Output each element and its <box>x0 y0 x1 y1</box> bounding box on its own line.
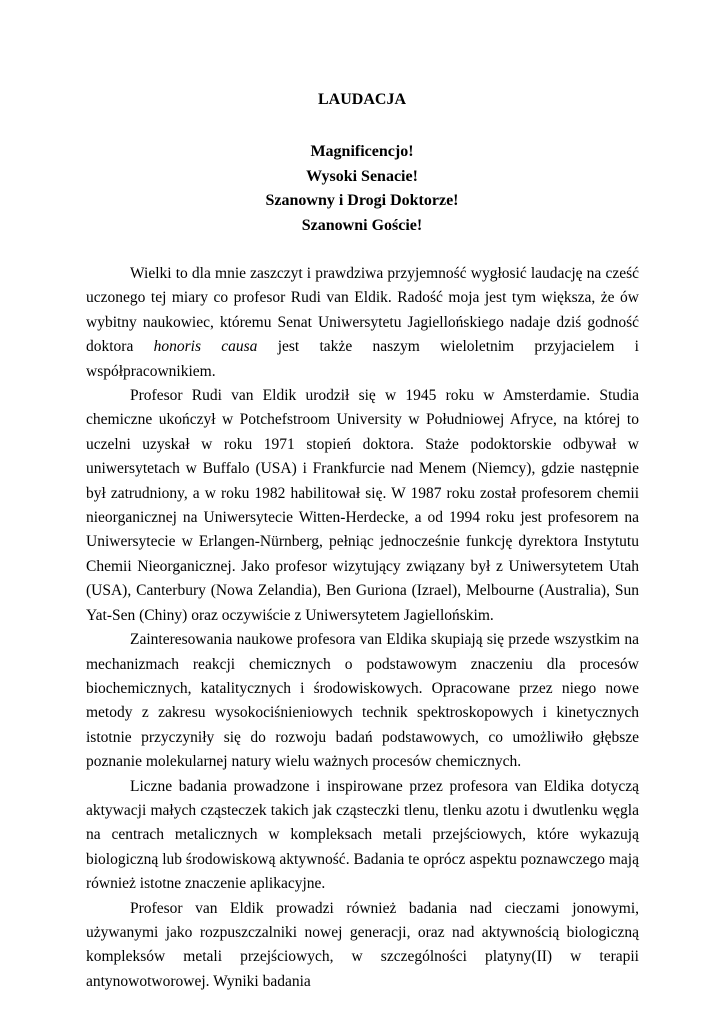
paragraph-biography: Profesor Rudi van Eldik urodził się w 1945 roku w Amsterdamie. Studia chemiczne ukończył w Potchefstroom University w Południowej Afryce, na której to uczelni uzyskał w roku 1971 stopień doktora. Staże podoktorskie odbywał w uniwersytetach w Buffalo (USA) i Frankfurcie nad Menem (Niemcy), gdzie następnie był zatrudniony, a w roku 1982 habilitował się. W 1987 roku został profesorem chemii nieorganicznej na Uniwersytecie Witten-Herdecke, a od 1994 roku jest profesorem na Uniwersytecie w Erlangen-Nürnberg, pełniąc jednocześnie funkcję dyrektora Instytutu Chemii Nieorganicznej. Jako profesor wizytujący związany był z Uniwersytetem Utah (USA), Canterbury (Nowa Zelandia), Ben Guriona (Izrael), Melbourne (Australia), Sun Yat-Sen (Chiny) oraz oczywiście z Uniwersytetem Jagiellońskim. <box>86 387 639 624</box>
paragraph-introduction-text: Wielki to dla mnie zaszczyt i prawdziwa przyjemność wygłosić laudację na cześć uczonego tej miary co profesor Rudi van Eldik. Radość moja jest tym większa, że ów wybitny naukowiec, któremu Senat Uniwersytetu Jagiellońskiego nadaje dziś godność doktora <box>86 265 639 356</box>
laudation-body <box>86 262 639 994</box>
salutation-guests: Szanowni Goście! <box>301 216 423 234</box>
paragraph-small-molecule-activation: Liczne badania prowadzone i inspirowane przez profesora van Eldika dotyczą aktywacji małych cząsteczek takich jak cząsteczki tlenu, tlenku azotu i dwutlenku węgla na centrach metalicznych w kompleksach metali przejściowych, które wykazują biologiczną lub środowiskową aktywność. Badania te oprócz aspektu poznawczego mają również istotne znaczenie aplikacyjne. <box>86 777 639 893</box>
salutation-doctor: Szanowny i Drogi Doktorze! <box>265 192 459 209</box>
paragraph-research-interests: Zainteresowania naukowe profesora van Eldika skupiają się przede wszystkim na mechanizmach reakcji chemicznych o podstawowym znaczeniu dla procesów biochemicznych, katalitycznych i środowiskowych. Opracowane przez niego nowe metody z zakresu wysokociśnieniowych technik spektroskopowych i kinetycznych istotnie przyczyniły się do rozwoju badań podstawowych, co umożliwiło głębsze poznanie molekularnej natury wielu ważnych procesów chemicznych. <box>86 631 639 771</box>
honoris-causa-phrase: honoris causa <box>153 338 258 356</box>
paragraph-introduction-end: jest także naszym wieloletnim przyjacielem i współpracownikiem. <box>86 338 639 380</box>
paragraph-ionic-liquids: Profesor van Eldik prowadzi również badania nad cieczami jonowymi, używanymi jako rozpuszczalniki nowej generacji, oraz nad aktywnością biologiczną kompleksów metali przejściowych, w szczególności platyny(II) w terapii antynowotworowej. Wyniki badania <box>86 899 639 990</box>
salutation-magnificence: Magnificencjo! <box>310 143 414 160</box>
salutations-block <box>0 142 724 240</box>
paragraph-introduction <box>86 262 639 384</box>
salutation-senate: Wysoki Senacie! <box>306 167 418 185</box>
document-title: LAUDACJA <box>318 91 406 108</box>
